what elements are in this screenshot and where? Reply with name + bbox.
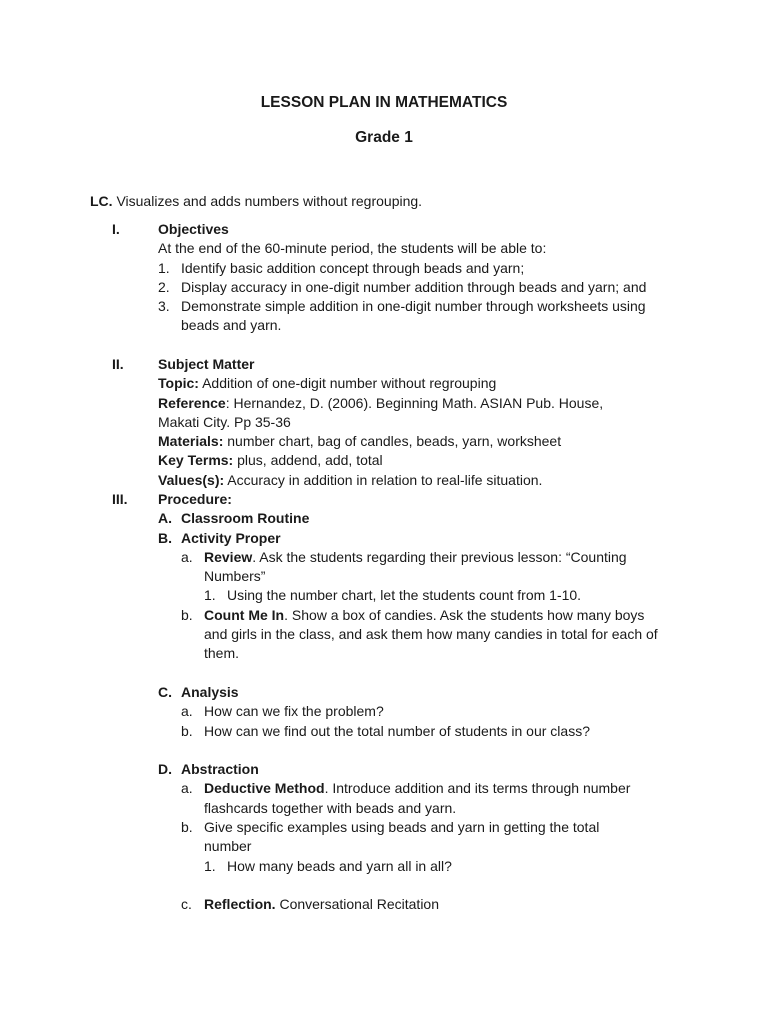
document-title: LESSON PLAN IN MATHEMATICS xyxy=(260,94,508,111)
list-item xyxy=(158,297,658,336)
list-text: Classroom Routine xyxy=(181,510,310,527)
reflection-label: Reflection. xyxy=(204,896,276,913)
objectives-heading: Objectives xyxy=(158,221,229,237)
list-marker: B. xyxy=(158,529,172,546)
lc-text: Visualizes and adds numbers without regrouping. xyxy=(112,193,423,209)
list-text: How can we fix the problem? xyxy=(204,703,384,720)
list-text: How can we find out the total number of students in our class? xyxy=(204,722,590,739)
list-marker: c. xyxy=(181,896,192,913)
list-marker: b. xyxy=(181,819,193,836)
list-marker: a. xyxy=(181,780,193,797)
count-me-in-label: Count Me In xyxy=(204,606,285,623)
topic-text: Addition of one-digit number without regrouping xyxy=(198,375,497,392)
step-abstraction xyxy=(158,760,688,779)
reference-label: Reference xyxy=(158,394,226,411)
list-marker: b. xyxy=(181,606,193,623)
list-text: Give specific examples using beads and yarn in getting the total number xyxy=(204,819,600,855)
key-terms-text: plus, addend, add, total xyxy=(233,452,383,469)
list-marker: 1. xyxy=(158,259,170,276)
topic-line xyxy=(158,374,648,393)
list-text: Abstraction xyxy=(181,761,259,778)
objectives-intro: At the end of the 60-minute period, the students will be able to: xyxy=(158,240,547,257)
procedure-heading: Procedure: xyxy=(158,491,232,507)
list-text: Analysis xyxy=(181,683,239,700)
count-me-in-text: . Show a box of candies. Ask the students how many boys and girls in the class, and ask them how many candies in total for each of them. xyxy=(204,606,658,662)
list-item xyxy=(158,259,658,278)
list-marker: a. xyxy=(181,703,193,720)
list-marker: b. xyxy=(181,722,193,739)
review-item xyxy=(181,548,661,587)
learning-competency xyxy=(90,192,422,211)
materials-text: number chart, bag of candles, beads, yarn, worksheet xyxy=(223,433,562,450)
step-activity-proper xyxy=(158,529,688,548)
step-analysis xyxy=(158,683,688,702)
list-text: Activity Proper xyxy=(181,529,281,546)
materials-line xyxy=(158,432,648,451)
list-text: Demonstrate simple addition in one-digit number through worksheets using beads and yarn. xyxy=(181,298,646,334)
key-terms-label: Key Terms: xyxy=(158,452,234,469)
list-marker: a. xyxy=(181,548,193,565)
section-numeral: I. xyxy=(112,221,120,237)
list-marker: A. xyxy=(158,510,172,527)
grade-heading: Grade 1 xyxy=(355,129,413,146)
list-text: Identify basic addition concept through beads and yarn; xyxy=(181,259,525,276)
list-text: Using the number chart, let the students count from 1-10. xyxy=(227,587,582,604)
list-marker: 2. xyxy=(158,278,170,295)
deductive-text: . Introduce addition and its terms through number flashcards together with beads and yarn. xyxy=(204,780,631,816)
step-classroom-routine xyxy=(158,509,688,528)
subject-heading: Subject Matter xyxy=(158,356,255,372)
list-marker: 1. xyxy=(204,857,216,874)
list-item xyxy=(181,702,688,721)
review-subitem xyxy=(204,586,661,605)
list-text: Display accuracy in one-digit number addition through beads and yarn; and xyxy=(181,278,647,295)
reflection-item xyxy=(181,895,661,914)
list-marker: 1. xyxy=(204,587,216,604)
list-text: How many beads and yarn all in all? xyxy=(227,857,452,874)
section-numeral: III. xyxy=(112,491,128,507)
key-terms-line xyxy=(158,451,648,470)
deductive-method-item xyxy=(181,779,661,818)
reference-text: : Hernandez, D. (2006). Beginning Math. ASIAN Pub. House, Makati City. Pp 35-36 xyxy=(158,394,604,430)
list-marker: 3. xyxy=(158,298,170,315)
list-marker: C. xyxy=(158,683,172,700)
values-line xyxy=(158,471,648,490)
review-text: . Ask the students regarding their previous lesson: “Counting Numbers” xyxy=(204,548,627,585)
values-text: Accuracy in addition in relation to real-life situation. xyxy=(224,471,543,488)
list-item xyxy=(158,278,658,297)
deductive-label: Deductive Method xyxy=(204,780,325,797)
review-label: Review xyxy=(204,548,253,565)
examples-item xyxy=(181,818,624,857)
reflection-text: Conversational Recitation xyxy=(275,896,439,913)
reference-line xyxy=(158,394,648,433)
list-marker: D. xyxy=(158,761,172,778)
examples-subitem xyxy=(204,857,661,876)
lc-label: LC. xyxy=(90,193,113,209)
section-numeral: II. xyxy=(112,356,124,372)
topic-label: Topic: xyxy=(158,375,199,392)
values-label: Values(s): xyxy=(158,471,225,488)
list-item xyxy=(181,722,688,741)
count-me-in-item xyxy=(181,606,661,664)
materials-label: Materials: xyxy=(158,433,224,450)
